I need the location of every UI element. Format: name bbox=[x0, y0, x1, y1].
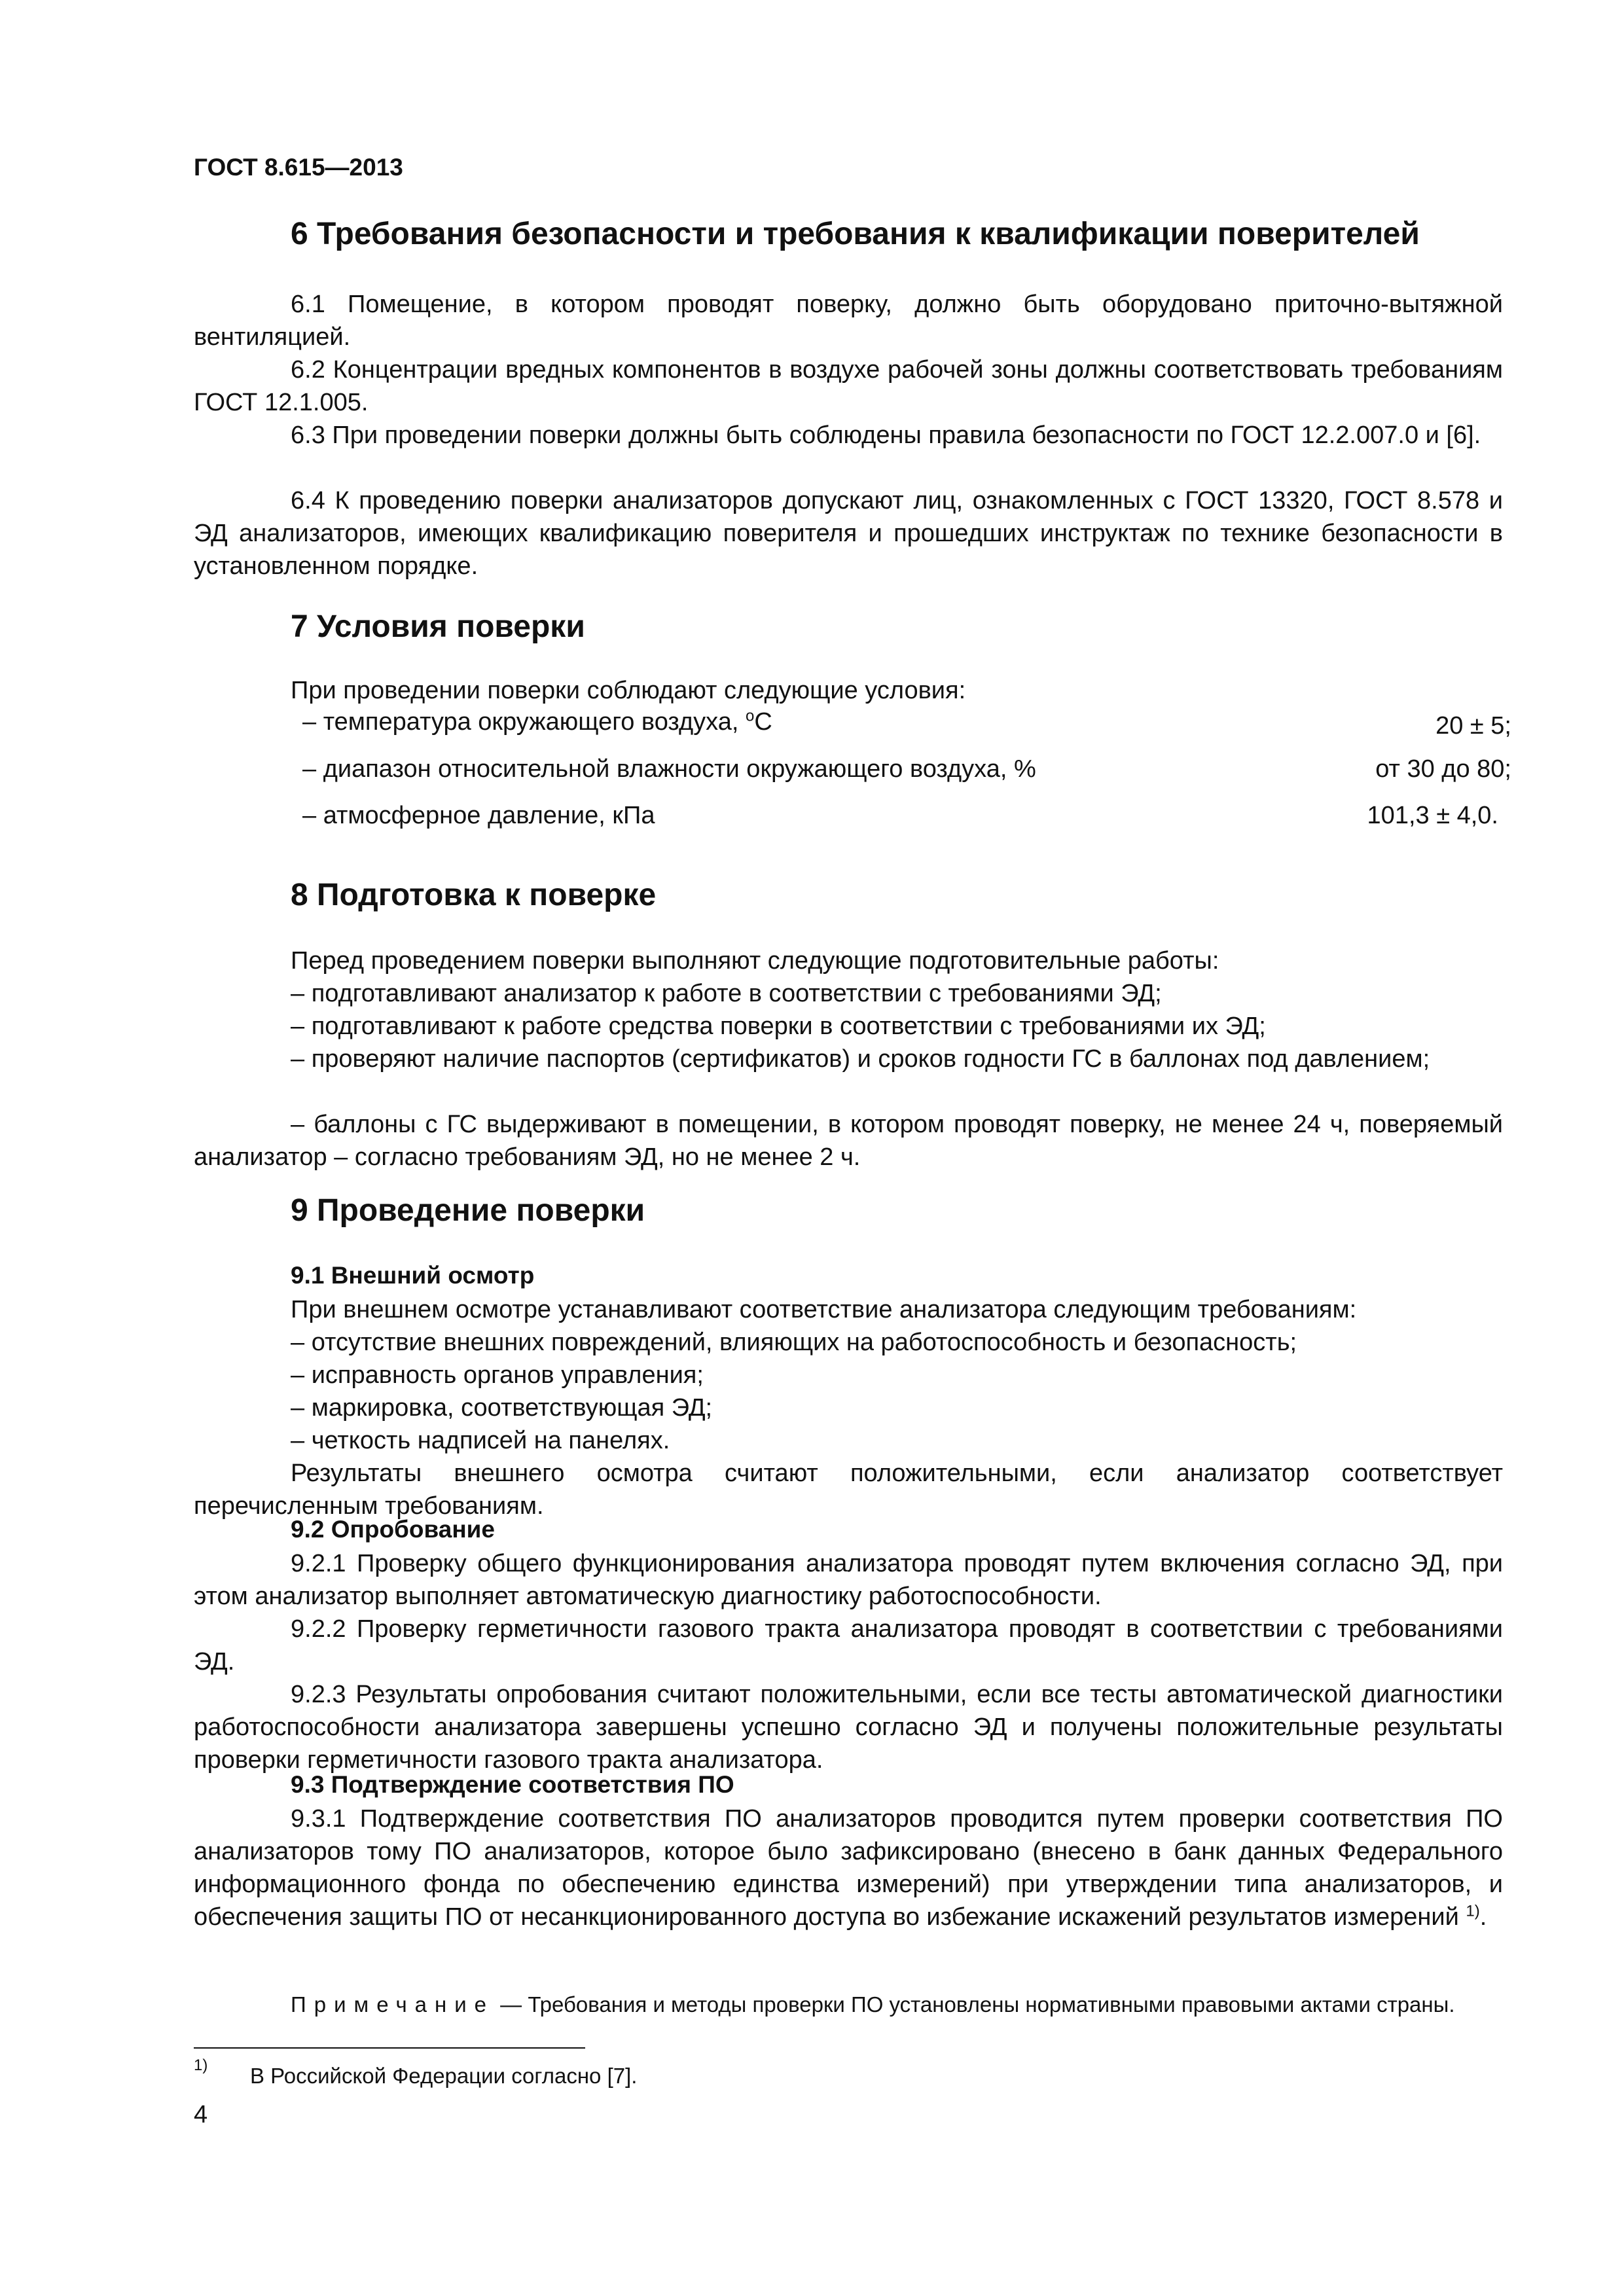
para-9-2-3: 9.2.3 Результаты опробования считают положительными, если все тесты автоматической диагностики работоспособности анализатора завершены успешно согласно ЭД и получены положительные результаты проверки герметичности газового тракта анализатора. bbox=[194, 1681, 1503, 1774]
inspection-item-3: – маркировка, соответствующая ЭД; bbox=[291, 1394, 713, 1422]
section-8-title: 8 Подготовка к поверке bbox=[291, 878, 657, 912]
para-9-3-1-text: 9.3.1 Подтверждение соответствия ПО анализаторов проводится путем проверки соответствия ПО анализаторов тому ПО анализаторов, которое было зафиксировано (внесено в банк данных Федерального информационного фонда по обеспечению единства измерений) при утверждении типа анализаторов, и обеспечения защиты ПО от несанкционированного доступа во избежание искажений результатов измерений bbox=[194, 1805, 1503, 1931]
para-6-1: 6.1 Помещение, в котором проводят поверку, должно быть оборудовано приточно-вытяжной вентиляцией. bbox=[194, 291, 1503, 351]
footnote-ref: 1) bbox=[1466, 1902, 1480, 1920]
para-6-2: 6.2 Концентрации вредных компонентов в воздухе рабочей зоны должны соответствовать требованиям ГОСТ 12.1.005. bbox=[194, 356, 1503, 416]
inspection-result: Результаты внешнего осмотра считают положительными, если анализатор соответствует перечисленным требованиям. bbox=[194, 1460, 1503, 1520]
conditions-intro: При проведении поверки соблюдают следующие условия: bbox=[291, 677, 966, 704]
para-9-3-1-end: . bbox=[1479, 1903, 1487, 1931]
para-9-3-1 bbox=[194, 1803, 1503, 1933]
subsection-9-3-title: 9.3 Подтверждение соответствия ПО bbox=[291, 1771, 734, 1798]
prep-item-3: – проверяют наличие паспортов (сертификатов) и сроков годности ГС в баллонах под давлением; bbox=[291, 1045, 1430, 1073]
inspection-item-4: – четкость надписей на панелях. bbox=[291, 1427, 670, 1454]
footnote-divider bbox=[194, 2047, 585, 2049]
condition-temperature-label: – температура окружающего воздуха, $^o$С bbox=[302, 707, 772, 736]
condition-humidity-value: от 30 до 80; bbox=[1375, 755, 1511, 783]
prep-item-1: – подготавливают анализатор к работе в соответствии с требованиями ЭД; bbox=[291, 980, 1162, 1007]
footnote-text: В Российской Федерации согласно [7]. bbox=[250, 2064, 638, 2088]
section-7-title: 7 Условия поверки bbox=[291, 609, 585, 644]
footnote-mark: 1) bbox=[194, 2056, 208, 2074]
page-number: 4 bbox=[194, 2101, 208, 2128]
inspection-item-2: – исправность органов управления; bbox=[291, 1361, 704, 1389]
note-label: Примечание bbox=[291, 1992, 495, 2017]
note bbox=[194, 1990, 1503, 2020]
para-9-2-1: 9.2.1 Проверку общего функционирования анализатора проводят путем включения согласно ЭД, при этом анализатор выполняет автоматическую диагностику работоспособности. bbox=[194, 1550, 1503, 1610]
prep-item-4: – баллоны с ГС выдерживают в помещении, в котором проводят поверку, не менее 24 ч, поверяемый анализатор – согласно требованиям ЭД, но не менее 2 ч. bbox=[194, 1111, 1503, 1171]
condition-pressure-value: 101,3 ± 4,0. bbox=[1367, 802, 1498, 829]
condition-pressure-label: – атмосферное давление, кПа bbox=[302, 802, 655, 829]
prep-item-2: – подготавливают к работе средства поверки в соответствии с требованиями их ЭД; bbox=[291, 1013, 1266, 1040]
condition-temperature-value: 20 ± 5; bbox=[1435, 712, 1511, 740]
para-9-2-2: 9.2.2 Проверку герметичности газового тракта анализатора проводят в соответствии с требованиями ЭД. bbox=[194, 1615, 1503, 1676]
section-9-title: 9 Проведение поверки bbox=[291, 1193, 645, 1228]
inspection-item-1: – отсутствие внешних повреждений, влияющих на работоспособность и безопасность; bbox=[291, 1329, 1297, 1356]
note-text: — Требования и методы проверки ПО установлены нормативными правовыми актами страны. bbox=[494, 1992, 1455, 2017]
inspection-intro: При внешнем осмотре устанавливают соответствие анализатора следующим требованиям: bbox=[291, 1296, 1357, 1323]
subsection-9-1-title: 9.1 Внешний осмотр bbox=[291, 1262, 535, 1289]
condition-humidity-label: – диапазон относительной влажности окружающего воздуха, % bbox=[302, 755, 1036, 783]
para-6-4: 6.4 К проведению поверки анализаторов допускают лиц, ознакомленных с ГОСТ 13320, ГОСТ 8.578 и ЭД анализаторов, имеющих квалификацию поверителя и прошедших инструктаж по технике безопасности в установленном порядке. bbox=[194, 487, 1503, 580]
section-6-title: 6 Требования безопасности и требования к квалификации поверителей bbox=[291, 217, 1420, 251]
para-6-3: 6.3 При проведении поверки должны быть соблюдены правила безопасности по ГОСТ 12.2.007.0 и [6]. bbox=[291, 422, 1481, 449]
prep-intro: Перед проведением поверки выполняют следующие подготовительные работы: bbox=[291, 947, 1219, 975]
subsection-9-2-title: 9.2 Опробование bbox=[291, 1516, 496, 1543]
document-id: ГОСТ 8.615—2013 bbox=[194, 154, 403, 181]
